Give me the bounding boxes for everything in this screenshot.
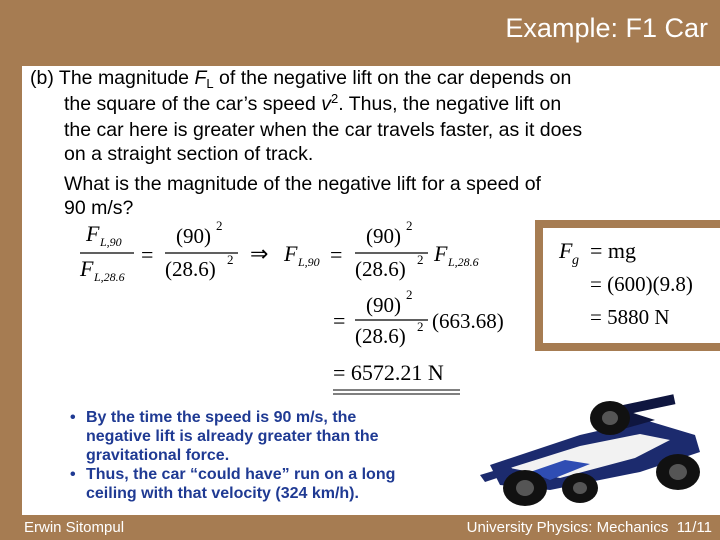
result-value: = 6572.21 N — [333, 360, 444, 385]
question-line: 90 m/s? — [64, 197, 134, 219]
paragraph-text: The magnitude — [58, 67, 195, 89]
gravity-line: = mg — [590, 238, 637, 263]
paragraph-text: of the negative lift on the car depends on — [213, 67, 572, 89]
gravity-line: = 5880 N — [590, 305, 670, 329]
paragraph-label: (b) — [30, 67, 54, 89]
lift-value: (663.68) — [432, 309, 504, 333]
paragraph-text: . Thus, the negative lift on — [338, 93, 562, 115]
exponent: 2 — [406, 218, 413, 233]
page-number: 11/11 — [676, 519, 712, 536]
exponent: 2 — [417, 252, 424, 267]
subscript: L,90 — [298, 255, 320, 269]
subscript-g: g — [572, 253, 579, 268]
numerator: (90) — [176, 224, 211, 248]
symbol-v: v — [321, 93, 332, 115]
course-name: University Physics: Mechanics — [466, 519, 669, 536]
symbol-f: F — [86, 221, 100, 246]
subscript: L,28.6 — [448, 255, 479, 269]
paragraph-line: on a straight section of track. — [64, 143, 314, 165]
footer-course — [467, 519, 712, 536]
subscript-l: L — [206, 76, 214, 91]
implies-arrow: ⇒ — [250, 241, 269, 266]
slide-title: Example: F1 Car — [505, 13, 708, 43]
bullet-list — [70, 408, 490, 503]
denominator: (28.6) — [355, 324, 406, 348]
f1-car-image — [470, 380, 715, 515]
superscript-2: 2 — [331, 91, 339, 106]
bullet-line: Thus, the car “could have” run on a long — [86, 466, 396, 483]
exponent: 2 — [406, 287, 413, 302]
symbol-f: F — [559, 238, 573, 263]
footer-author: Erwin Sitompul — [24, 519, 125, 536]
denominator: (28.6) — [355, 257, 406, 281]
symbol-f: F — [284, 241, 298, 266]
bullet-line: ceiling with that velocity (324 km/h). — [86, 485, 359, 502]
car-illustration — [480, 394, 700, 506]
paragraph-text: the square of the car’s speed — [64, 93, 322, 115]
bullet-line: By the time the speed is 90 m/s, the — [86, 409, 357, 426]
symbol-f: F — [80, 256, 94, 281]
symbol-f: F — [194, 67, 207, 89]
equals-sign: = — [330, 242, 343, 267]
numerator: (90) — [366, 293, 401, 317]
equals-sign: = — [141, 242, 154, 267]
gravity-line: = (600)(9.8) — [590, 272, 693, 296]
subscript: L,28.6 — [94, 270, 125, 284]
exponent: 2 — [227, 252, 234, 267]
subscript: L,90 — [100, 235, 122, 249]
bullet-dot: • — [70, 409, 76, 426]
symbol-f: F — [434, 241, 448, 266]
bullet-line: negative lift is already greater than the — [86, 428, 379, 445]
denominator: (28.6) — [165, 257, 216, 281]
exponent: 2 — [216, 218, 223, 233]
question-line: What is the magnitude of the negative lift for a speed of — [64, 173, 541, 195]
numerator: (90) — [366, 224, 401, 248]
list-item — [70, 465, 490, 503]
equals-sign: = — [333, 308, 346, 333]
exponent: 2 — [417, 319, 424, 334]
bullet-dot: • — [70, 466, 76, 483]
list-item — [70, 408, 490, 465]
bullet-line: gravitational force. — [86, 447, 230, 464]
paragraph-line: the car here is greater when the car travels faster, as it does — [64, 119, 583, 141]
